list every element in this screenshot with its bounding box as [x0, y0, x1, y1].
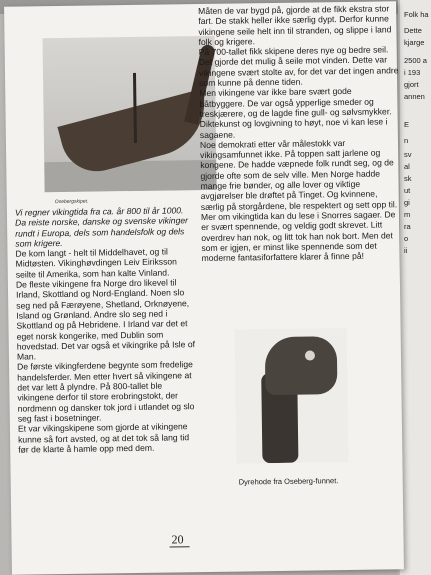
facing-line: Folk ha [404, 10, 429, 19]
facing-line: o [404, 234, 409, 243]
body-paragraph: Noe demokrati etter vår målestokk var vikingsamfunnet ikke. På toppen satt jarlene og kongene. De hadde væpnede folk rundt seg, og de gjorde ofte som de selv ville. Men Norge hadde mange frie bønder, og alle lover og viktige avgjørelser ble drøftet på Tinget. Og kvinnene, særlig på storgårdene, ble respektert og sett opp til. [199, 137, 398, 212]
facing-line: 2500 a [404, 56, 427, 65]
oseberg-ship-photo [42, 36, 216, 192]
body-paragraph: De fleste vikingene fra Norge dro likevel til Irland, Skottland og Nord-England. Noen slo seg ned på Færøyene, Shetland, Orknøyene, Island og Grønland. Andre slo seg ned i Skottland og på Hebridene. I Irland var det et eget norsk kongerike, med Dublin som hovedstad. Det var også et vikingrike på Isle of Man. [15, 277, 196, 362]
facing-line: annen [404, 92, 425, 101]
body-paragraph: De kom langt - helt til Middelhavet, og til Midtøsten. Vikinghøvdingen Leiv Eiriksson seilte til Amerika, som han kalte Vinland. [15, 246, 177, 280]
body-paragraph: Mer om vikingtida kan du lese i Snorres sagaer. De er svært spennende, og veldig godt skrevet. Litt overdrev han nok, og litt tok han nok bort. Men det som er igjen, er minst like spennende som det moderne fantasiforfattere klarer å finne på! [200, 209, 396, 264]
facing-line: ut [404, 186, 411, 195]
facing-line: i 193 [404, 68, 421, 77]
carving-caption: Dyrehode fra Oseberg-funnet. [238, 476, 339, 487]
carving-head [265, 336, 338, 395]
body-paragraph: Måten de var bygd på, gjorde at de fikk ekstra stor fart. De stakk heller ikke særlig dypt. Derfor kunne vikingene seile helt inn til stranden, og slippe i land folk og krigere. [198, 3, 392, 47]
facing-page [398, 0, 431, 575]
animal-head-carving-photo [235, 328, 349, 464]
ship-mast [133, 73, 137, 143]
page-number-rule [170, 546, 190, 547]
facing-line: E [404, 120, 410, 129]
photo-caption: Osebergskipet. [54, 198, 89, 206]
facing-line: sv [404, 150, 412, 159]
facing-line: ii [404, 246, 408, 255]
page-number: 20 [171, 532, 184, 547]
left-column [15, 205, 198, 455]
right-column [198, 3, 402, 263]
facing-line: gjort [404, 80, 419, 89]
museum-floor [44, 160, 216, 192]
facing-line: gi [404, 198, 410, 207]
body-paragraph: Et var vikingskipene som gjorde at vikingene kunne så fort avsted, og at det tok så lang tid før de klarte å hamle opp med dem. [17, 421, 190, 455]
body-paragraph: De første vikingferdene begynte som fredelige handelsferder. Men etter hvert så vikingene at det var lett å plyndre. På 800-tallet ble vikingene derfor til store erobringstokt, der nordmenn og dansker tok jord i utlandet og slo seg fast i bosetninger. [17, 359, 195, 424]
body-paragraph: På 700-tallet fikk skipene deres nye og bedre seil. Det gjorde det mulig å seile mot vinden. Dette var vikingene svært stolte av, for det var det ingen andre som kunne på denne tiden. [198, 44, 399, 89]
facing-line: al [404, 162, 410, 171]
intro-paragraph: Vi regner vikingtida fra ca. år 800 til år 1000. Da reiste norske, danske og svenske vikinger rundt i Europa, dels som handelsfolk og dels som krigere. [14, 205, 189, 249]
facing-line: n [404, 136, 409, 145]
facing-line: kjarge [404, 38, 425, 47]
facing-line: Dette [404, 26, 422, 35]
body-paragraph: Men vikingene var ikke bare svært gode båtbyggere. De var også ypperlige smeder og treskjærere, og de lagde fine gull- og sølvsmykker. Diktekunst og lovgivning to høyt, noe vi kan lese i sagaene. [199, 86, 392, 140]
facing-line: sk [404, 174, 412, 183]
facing-line: ra [404, 222, 411, 231]
facing-line: m [404, 210, 411, 219]
book-page [4, 1, 404, 574]
carving-eye [305, 350, 315, 360]
